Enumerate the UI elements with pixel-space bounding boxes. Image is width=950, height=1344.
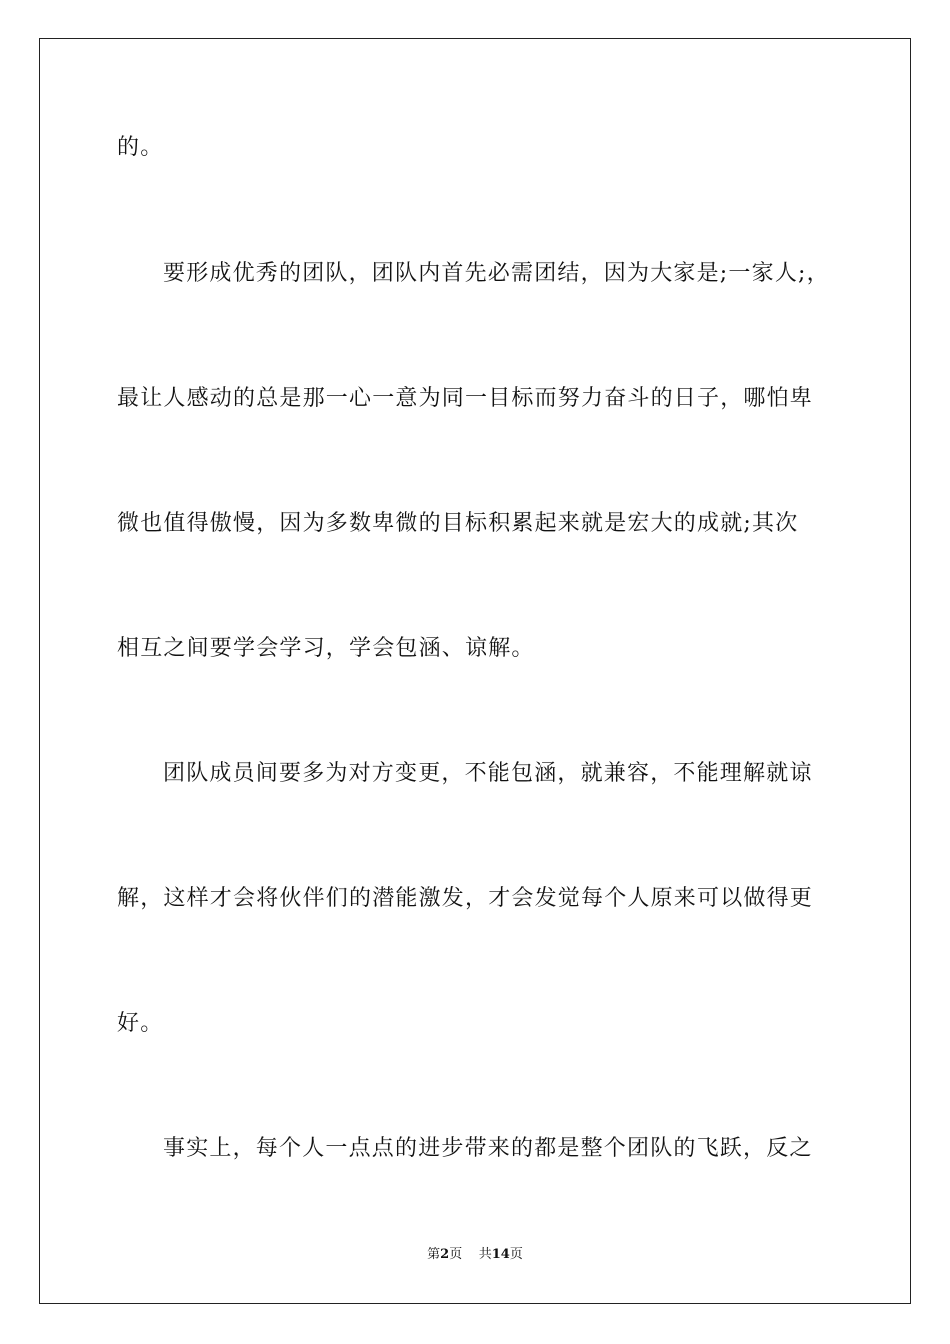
page-footer — [0, 1246, 950, 1264]
paragraph-line-4: 微也值得傲慢，因为多数卑微的目标积累起来就是宏大的成就;其次 — [117, 511, 799, 536]
footer-page-number: 2 — [440, 1247, 450, 1262]
paragraph-line-5: 相互之间要学会学习，学会包涵、谅解。 — [117, 636, 535, 661]
paragraph-line-1: 的。 — [117, 135, 164, 160]
paragraph-line-3: 最让人感动的总是那一心一意为同一目标而努力奋斗的日子，哪怕卑 — [117, 386, 814, 411]
footer-page-prefix: 第 — [427, 1247, 441, 1262]
footer-page-suffix: 页 — [449, 1247, 463, 1262]
paragraph-line-9: 事实上，每个人一点点的进步带来的都是整个团队的飞跃，反之 — [163, 1136, 813, 1161]
paragraph-line-8: 好。 — [117, 1011, 164, 1036]
page-border — [39, 38, 911, 1304]
paragraph-line-7: 解，这样才会将伙伴们的潜能激发，才会发觉每个人原来可以做得更 — [117, 886, 814, 911]
footer-total-pages: 14 — [491, 1247, 510, 1262]
footer-total-prefix: 共 — [478, 1247, 492, 1262]
paragraph-line-2: 要形成优秀的团队，团队内首先必需团结，因为大家是;一家人;， — [163, 261, 830, 286]
footer-total-suffix: 页 — [509, 1247, 523, 1262]
paragraph-line-6: 团队成员间要多为对方变更，不能包涵，就兼容，不能理解就谅 — [163, 761, 813, 786]
